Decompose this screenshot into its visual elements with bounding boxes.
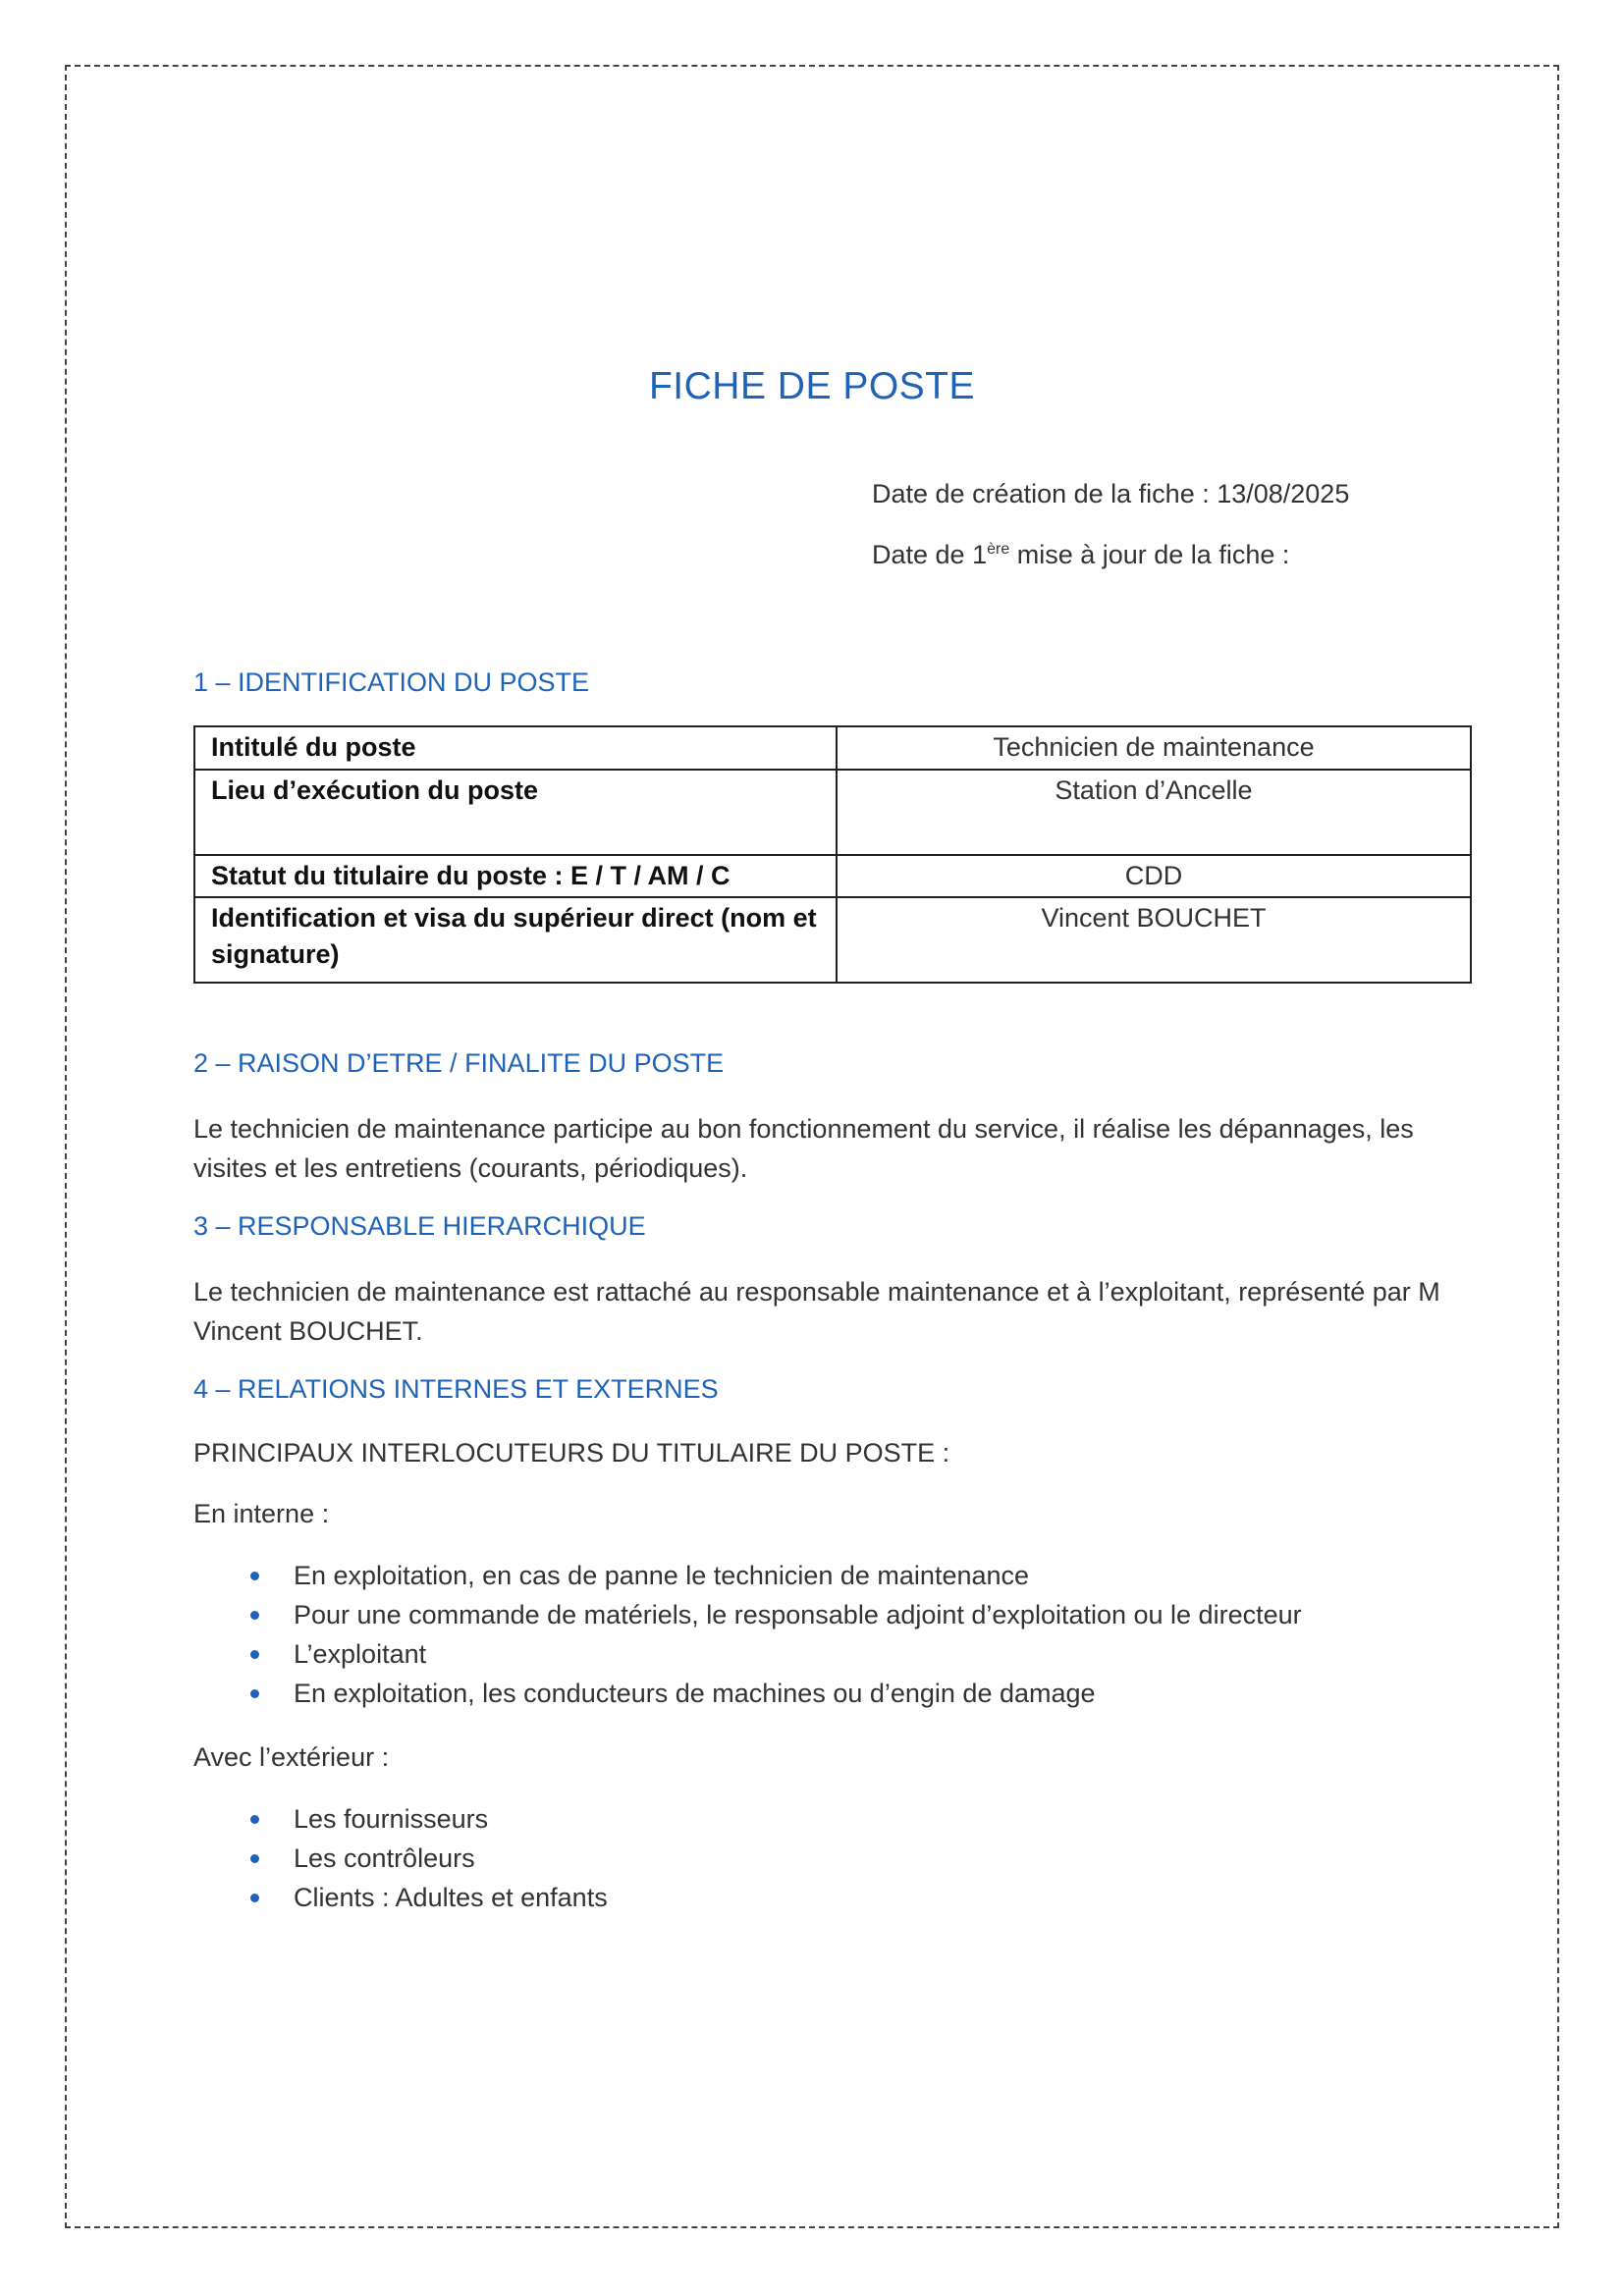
table-row [194,770,1471,855]
section2-text: Le technicien de maintenance participe au bon fonctionnement du service, il réalise les dépannages, les visites et les entretiens (courants, périodiques). [193,1114,1414,1183]
list-item [193,1674,1302,1713]
section3-text: Le technicien de maintenance est rattaché au responsable maintenance et à l’exploitant, représenté par M Vincent BOUCHET. [193,1277,1440,1346]
update-date-superscript: ère [987,541,1010,558]
list-item [193,1556,1302,1595]
section4-heading: 4 – RELATIONS INTERNES ET EXTERNES [193,1374,719,1404]
internal-list [193,1556,1302,1713]
row-label: Lieu d’exécution du poste [194,770,837,855]
bullet-dot-icon [250,1650,259,1659]
row-value: Technicien de maintenance [837,726,1471,770]
list-item [193,1634,1302,1674]
list-item-text: Les contrôleurs [294,1843,475,1873]
section1-heading: 1 – IDENTIFICATION DU POSTE [193,667,590,697]
list-item-text: Clients : Adultes et enfants [294,1883,608,1912]
row-label: Statut du titulaire du poste : E / T / AM / C [194,855,837,897]
creation-date: Date de création de la fiche : 13/08/2025 [872,479,1350,508]
row-value: Station d’Ancelle [837,770,1471,855]
list-item-text: L’exploitant [294,1639,427,1669]
row-value: CDD [837,855,1471,897]
update-date [872,540,1349,601]
update-date-suffix: mise à jour de la fiche : [1009,540,1290,569]
external-list [193,1799,608,1917]
document-title: FICHE DE POSTE [648,365,976,407]
bullet-dot-icon [250,1854,259,1863]
table-row [194,897,1471,983]
table-row [194,855,1471,897]
internal-label: En interne : [193,1499,330,1528]
list-item-text: Pour une commande de matériels, le responsable adjoint d’exploitation ou le directeur [294,1600,1302,1629]
dates-block [872,479,1349,601]
list-item [193,1799,608,1839]
list-item-text: En exploitation, les conducteurs de machines ou d’engin de damage [294,1679,1096,1708]
bullet-dot-icon [250,1894,259,1902]
external-label: Avec l’extérieur : [193,1742,390,1772]
bullet-dot-icon [250,1572,259,1580]
list-item [193,1878,608,1917]
row-label: Identification et visa du supérieur direct (nom et signature) [194,897,837,983]
bullet-dot-icon [250,1815,259,1824]
identification-table [193,725,1472,984]
bullet-dot-icon [250,1689,259,1698]
list-item-text: En exploitation, en cas de panne le technicien de maintenance [294,1561,1030,1590]
bullet-dot-icon [250,1611,259,1620]
table-row [194,726,1471,770]
list-item [193,1595,1302,1634]
row-value: Vincent BOUCHET [837,897,1471,983]
row-label: Intitulé du poste [194,726,837,770]
update-date-prefix: Date de 1 [872,540,988,569]
list-item-text: Les fournisseurs [294,1804,489,1834]
section3-heading: 3 – RESPONSABLE HIERARCHIQUE [193,1211,646,1241]
section4-intro: PRINCIPAUX INTERLOCUTEURS DU TITULAIRE DU POSTE : [193,1438,950,1468]
section2-heading: 2 – RAISON D’ETRE / FINALITE DU POSTE [193,1048,725,1078]
list-item [193,1839,608,1878]
